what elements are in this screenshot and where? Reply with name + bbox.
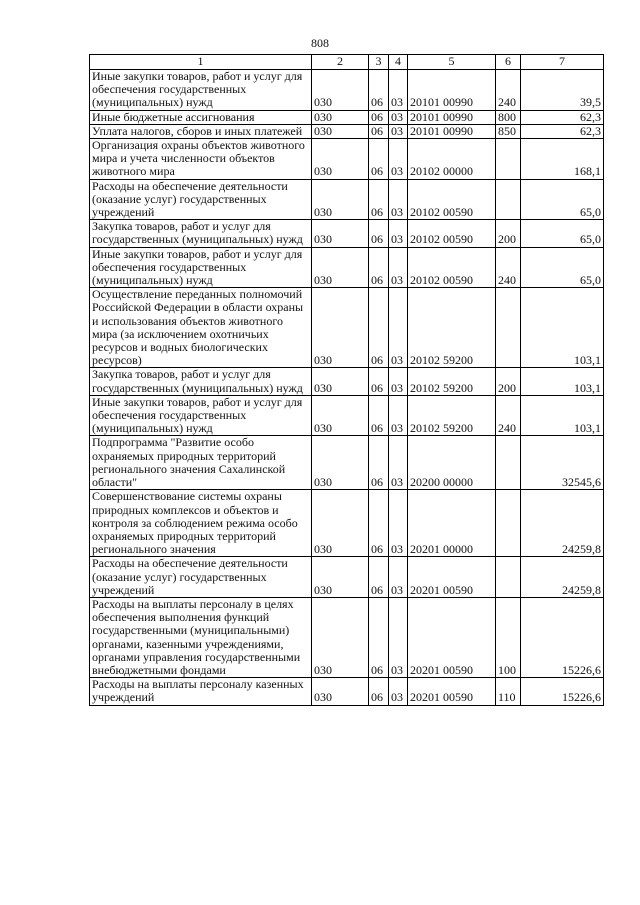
expense-type-cell: 850	[496, 124, 521, 138]
table-row	[90, 288, 604, 368]
column-header: 3	[369, 55, 389, 70]
target-article-cell: 20201 00590	[408, 678, 496, 705]
target-article-cell: 20102 59200	[408, 368, 496, 395]
expense-name-cell: Расходы на выплаты персоналу казенных учреждений	[90, 678, 312, 705]
expense-name-cell: Закупка товаров, работ и услуг для государственных (муниципальных) нужд	[90, 220, 312, 247]
target-article-cell: 20101 00990	[408, 70, 496, 111]
amount-cell: 62,3	[521, 124, 604, 138]
table-header-row	[90, 55, 604, 70]
table-row	[90, 678, 604, 705]
amount-cell: 32545,6	[521, 436, 604, 490]
target-article-cell: 20102 59200	[408, 395, 496, 436]
expense-type-cell: 240	[496, 395, 521, 436]
subsection-code-cell: 03	[389, 436, 408, 490]
table-row	[90, 179, 604, 220]
section-code-cell: 06	[369, 557, 389, 598]
table-body	[90, 70, 604, 706]
subsection-code-cell: 03	[389, 70, 408, 111]
subsection-code-cell: 03	[389, 597, 408, 677]
column-header: 2	[312, 55, 369, 70]
admin-code-cell: 030	[312, 678, 369, 705]
target-article-cell: 20102 59200	[408, 288, 496, 368]
subsection-code-cell: 03	[389, 110, 408, 124]
amount-cell: 24259,8	[521, 490, 604, 557]
column-header: 4	[389, 55, 408, 70]
admin-code-cell: 030	[312, 70, 369, 111]
admin-code-cell: 030	[312, 124, 369, 138]
subsection-code-cell: 03	[389, 368, 408, 395]
section-code-cell: 06	[369, 70, 389, 111]
expense-type-cell	[496, 557, 521, 598]
amount-cell: 103,1	[521, 368, 604, 395]
admin-code-cell: 030	[312, 557, 369, 598]
amount-cell: 103,1	[521, 395, 604, 436]
target-article-cell: 20102 00590	[408, 220, 496, 247]
admin-code-cell: 030	[312, 597, 369, 677]
expense-name-cell: Иные закупки товаров, работ и услуг для обеспечения государственных (муниципальных) нужд	[90, 70, 312, 111]
table-row	[90, 557, 604, 598]
expense-type-cell: 100	[496, 597, 521, 677]
amount-cell: 168,1	[521, 139, 604, 180]
table-row	[90, 110, 604, 124]
expense-name-cell: Уплата налогов, сборов и иных платежей	[90, 124, 312, 138]
amount-cell: 62,3	[521, 110, 604, 124]
section-code-cell: 06	[369, 368, 389, 395]
target-article-cell: 20101 00990	[408, 110, 496, 124]
table-row	[90, 436, 604, 490]
section-code-cell: 06	[369, 288, 389, 368]
subsection-code-cell: 03	[389, 395, 408, 436]
amount-cell: 15226,6	[521, 678, 604, 705]
amount-cell: 24259,8	[521, 557, 604, 598]
expense-name-cell: Осуществление переданных полномочий Российской Федерации в области охраны и использования объектов животного мира (за исключением охотничьих ресурсов и водных биологических ресурсов)	[90, 288, 312, 368]
admin-code-cell: 030	[312, 395, 369, 436]
expense-type-cell	[496, 179, 521, 220]
expense-name-cell: Совершенствование системы охраны природных комплексов и объектов и контроля за соблюдением режима особо охраняемых природных территорий регионального значения	[90, 490, 312, 557]
target-article-cell: 20102 00590	[408, 247, 496, 288]
target-article-cell: 20201 00590	[408, 557, 496, 598]
expense-name-cell: Расходы на выплаты персоналу в целях обеспечения выполнения функций государственными (муниципальными) органами, казенными учреждениями, органами управления государственными внебюджетными фондами	[90, 597, 312, 677]
section-code-cell: 06	[369, 124, 389, 138]
subsection-code-cell: 03	[389, 124, 408, 138]
amount-cell: 15226,6	[521, 597, 604, 677]
table-row	[90, 368, 604, 395]
section-code-cell: 06	[369, 220, 389, 247]
section-code-cell: 06	[369, 110, 389, 124]
section-code-cell: 06	[369, 179, 389, 220]
expense-name-cell: Расходы на обеспечение деятельности (оказание услуг) государственных учреждений	[90, 179, 312, 220]
subsection-code-cell: 03	[389, 557, 408, 598]
section-code-cell: 06	[369, 436, 389, 490]
subsection-code-cell: 03	[389, 490, 408, 557]
expense-name-cell: Закупка товаров, работ и услуг для государственных (муниципальных) нужд	[90, 368, 312, 395]
section-code-cell: 06	[369, 139, 389, 180]
column-header: 6	[496, 55, 521, 70]
admin-code-cell: 030	[312, 110, 369, 124]
admin-code-cell: 030	[312, 139, 369, 180]
column-header: 7	[521, 55, 604, 70]
amount-cell: 65,0	[521, 247, 604, 288]
admin-code-cell: 030	[312, 179, 369, 220]
admin-code-cell: 030	[312, 490, 369, 557]
table-row	[90, 597, 604, 677]
expense-name-cell: Иные закупки товаров, работ и услуг для обеспечения государственных (муниципальных) нужд	[90, 247, 312, 288]
amount-cell: 39,5	[521, 70, 604, 111]
target-article-cell: 20201 00590	[408, 597, 496, 677]
expense-type-cell	[496, 436, 521, 490]
expense-type-cell: 200	[496, 368, 521, 395]
subsection-code-cell: 03	[389, 247, 408, 288]
page-number: 808	[311, 36, 329, 50]
table-row	[90, 490, 604, 557]
amount-cell: 103,1	[521, 288, 604, 368]
admin-code-cell: 030	[312, 288, 369, 368]
admin-code-cell: 030	[312, 247, 369, 288]
expense-type-cell: 800	[496, 110, 521, 124]
target-article-cell: 20101 00990	[408, 124, 496, 138]
expense-type-cell	[496, 288, 521, 368]
expense-name-cell: Подпрограмма "Развитие особо охраняемых природных территорий регионального значения Сахалинской области"	[90, 436, 312, 490]
expense-name-cell: Иные закупки товаров, работ и услуг для обеспечения государственных (муниципальных) нужд	[90, 395, 312, 436]
expense-type-cell: 110	[496, 678, 521, 705]
expense-type-cell: 240	[496, 70, 521, 111]
subsection-code-cell: 03	[389, 220, 408, 247]
section-code-cell: 06	[369, 395, 389, 436]
target-article-cell: 20102 00000	[408, 139, 496, 180]
expense-type-cell: 200	[496, 220, 521, 247]
table-row	[90, 139, 604, 180]
table-row	[90, 124, 604, 138]
column-header: 1	[90, 55, 312, 70]
table-row	[90, 220, 604, 247]
subsection-code-cell: 03	[389, 678, 408, 705]
subsection-code-cell: 03	[389, 288, 408, 368]
section-code-cell: 06	[369, 490, 389, 557]
expense-type-cell: 240	[496, 247, 521, 288]
target-article-cell: 20102 00590	[408, 179, 496, 220]
expense-name-cell: Иные бюджетные ассигнования	[90, 110, 312, 124]
admin-code-cell: 030	[312, 436, 369, 490]
expense-name-cell: Организация охраны объектов животного мира и учета численности объектов животного мира	[90, 139, 312, 180]
admin-code-cell: 030	[312, 220, 369, 247]
target-article-cell: 20200 00000	[408, 436, 496, 490]
section-code-cell: 06	[369, 678, 389, 705]
column-header: 5	[408, 55, 496, 70]
table-row	[90, 395, 604, 436]
subsection-code-cell: 03	[389, 179, 408, 220]
admin-code-cell: 030	[312, 368, 369, 395]
budget-table	[89, 54, 604, 706]
expense-type-cell	[496, 139, 521, 180]
table-row	[90, 70, 604, 111]
amount-cell: 65,0	[521, 179, 604, 220]
table-row	[90, 247, 604, 288]
target-article-cell: 20201 00000	[408, 490, 496, 557]
subsection-code-cell: 03	[389, 139, 408, 180]
expense-type-cell	[496, 490, 521, 557]
amount-cell: 65,0	[521, 220, 604, 247]
expense-name-cell: Расходы на обеспечение деятельности (оказание услуг) государственных учреждений	[90, 557, 312, 598]
section-code-cell: 06	[369, 597, 389, 677]
section-code-cell: 06	[369, 247, 389, 288]
